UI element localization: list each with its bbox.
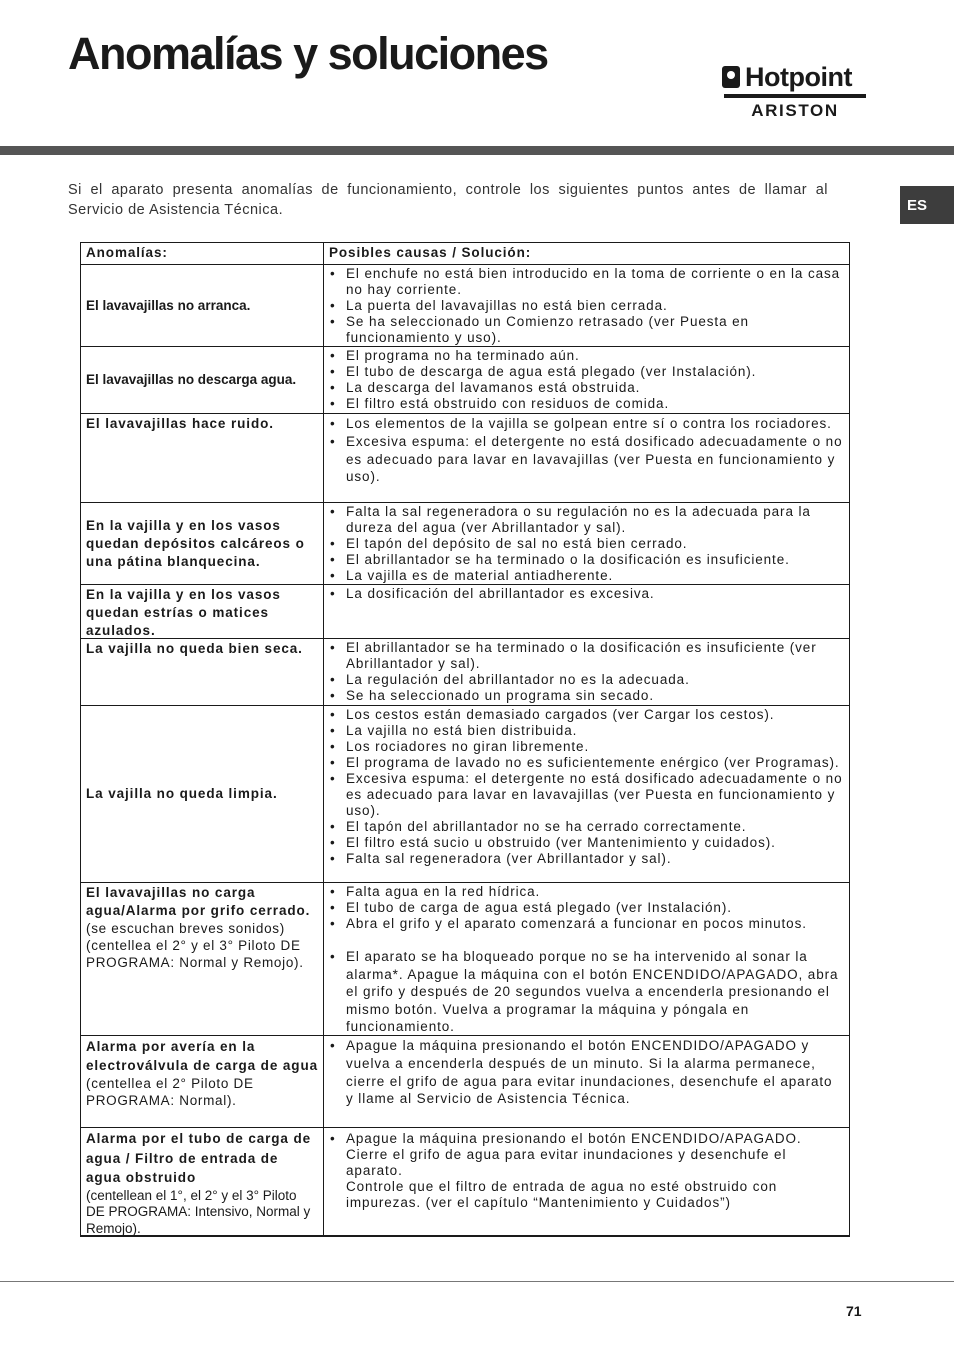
table-row [81,1127,849,1235]
anomaly-label: En la vajilla y en los vasos quedan depósitos calcáreos o una pátina blanquecina. [86,517,305,569]
intro-text: Si el aparato presenta anomalías de funcionamiento, controle los siguientes puntos antes de llamar al Servicio de Asistencia Técnica. [68,182,828,218]
cause-item: • La vajilla no está bien distribuida. [329,723,844,739]
table-row [81,638,849,705]
cause-item: • Falta la sal regeneradora o su regulación no es la adecuada para la dureza del agua (ver Abrillantador y sal). [329,504,844,536]
logo-divider [724,94,866,98]
causes-cell [324,414,849,502]
cause-item: • Falta sal regeneradora (ver Abrillantador y sal). [329,851,844,867]
anomaly-label: La vajilla no queda limpia. [86,786,278,801]
anomaly-label: Alarma por avería en la electroválvula de carga de agua [86,1039,318,1073]
header-causes: Posibles causas / Solución: [329,245,532,260]
cause-item: • Los rociadores no giran libremente. [329,739,844,755]
causes-cell [324,706,849,882]
anomaly-label: El lavavajillas no arranca. [86,297,251,313]
cause-item: • Abra el grifo y el aparato comenzará a funcionar en pocos minutos. [329,916,844,932]
cause-item: • La puerta del lavavajillas no está bien cerrada. [329,298,844,314]
language-tab: ES [900,186,954,224]
cause-item: • Se ha seleccionado un programa sin secado. [329,688,844,704]
cause-item: • La descarga del lavamanos está obstruida. [329,380,844,396]
cause-item: • El filtro está sucio u obstruido (ver Mantenimiento y cuidados). [329,835,844,851]
cause-item: • El abrillantador se ha terminado o la dosificación es insuficiente. [329,552,844,568]
anomaly-label: El lavavajillas hace ruido. [86,416,274,431]
cause-item: • Apague la máquina presionando el botón ENCENDIDO/APAGADO. Cierre el grifo de agua para evitar inundaciones y desenchufe el aparato. [329,1131,844,1179]
causes-cell [324,1128,849,1235]
anomaly-cell [81,265,324,346]
anomaly-cell [81,414,324,502]
cause-item: • Los elementos de la vajilla se golpean entre sí o contra los rociadores. [329,415,844,433]
cause-item: • La vajilla es de material antiadherente. [329,568,844,584]
anomaly-label: El lavavajillas no descarga agua. [86,372,297,387]
cause-item: • Excesiva espuma: el detergente no está dosificado adecuadamente o no es adecuado para lavar en lavavajillas (ver Puesta en funcionamiento y uso). [329,771,844,819]
cause-item: • El tapón del depósito de sal no está bien cerrado. [329,536,844,552]
cause-item: • Se ha seleccionado un Comienzo retrasado (ver Puesta en funcionamiento y uso). [329,314,844,346]
table-row [81,1035,849,1127]
header-anomalies: Anomalías: [81,243,324,264]
cause-item: • Falta agua en la red hídrica. [329,884,844,900]
anomaly-cell [81,883,324,1035]
anomaly-note: (centellean el 1°, el 2° y el 3° Piloto DE PROGRAMA: Intensivo, Normal y Remojo). [86,1187,311,1236]
table-header-row [81,243,849,264]
causes-cell [324,265,849,346]
cause-item: • El filtro está obstruido con residuos de comida. [329,396,844,412]
brand-name: Hotpoint [745,61,852,92]
anomaly-cell [81,706,324,882]
causes-cell [324,883,849,1035]
table-row [81,882,849,1035]
table-row [81,705,849,882]
anomaly-label: El lavavajillas no carga agua/Alarma por grifo cerrado. [86,885,311,918]
cause-item: • El programa no ha terminado aún. [329,348,844,364]
cause-item: • El tapón del abrillantador no se ha cerrado correctamente. [329,819,844,835]
cause-item: • El tubo de carga de agua está plegado (ver Instalación). [329,900,844,916]
cause-item: • La dosificación del abrillantador es excesiva. [329,586,844,602]
table-row [81,413,849,502]
anomaly-label: En la vajilla y en los vasos quedan estrías o matices azulados. [86,587,281,638]
cause-extra: Controle que el filtro de entrada de agua no esté obstruido con impurezas. (ver el capítulo “Mantenimiento y Cuidados”) [346,1179,778,1210]
anomaly-label: Alarma por el tubo de carga de agua / Filtro de entrada de agua obstruido [86,1131,312,1185]
anomaly-cell [81,503,324,584]
footer-rule [0,1281,954,1282]
cause-item: • El enchufe no está bien introducido en la toma de corriente o en la casa no hay corriente. [329,266,844,298]
anomaly-cell [81,639,324,705]
anomaly-note: (se escuchan breves sonidos) (centellea el 2° y el 3° Piloto DE PROGRAMA: Normal y Remojo). [86,921,304,970]
page-title: Anomalías y soluciones [68,28,548,79]
cause-item: • El tubo de descarga de agua está plegado (ver Instalación). [329,364,844,380]
anomaly-note: (centellea el 2° Piloto DE PROGRAMA: Normal). [86,1076,254,1108]
anomaly-cell [81,1128,324,1235]
cause-item: • El aparato se ha bloqueado porque no se ha intervenido al sonar la alarma*. Apague la máquina con el botón ENCENDIDO/APAGADO, abra el grifo y después de 20 segundos vuelva a encenderla presionando el mismo botón. Vuelva a programar la máquina y póngala en funcionamiento. [329,948,844,1036]
cause-item: • Excesiva espuma: el detergente no está dosificado adecuadamente o no es adecuado para lavar en lavavajillas (ver Puesta en funcionamiento y uso). [329,433,844,486]
cause-item: • Apague la máquina presionando el botón ENCENDIDO/APAGADO y vuelva a encenderla después de un minuto. Si la alarma permanece, cierre el grifo de agua para evitar inundaciones, desenchufe el aparato y llame al Servicio de Asistencia Técnica. [329,1037,844,1108]
anomaly-cell [81,1036,324,1127]
causes-cell [324,585,849,638]
cause-item: • El abrillantador se ha terminado o la dosificación es insuficiente (ver Abrillantador y sal). [329,640,844,672]
hotpoint-logo-icon [722,66,740,88]
brand-subname: ARISTON [751,101,839,120]
anomaly-cell [81,347,324,413]
causes-cell [324,347,849,413]
causes-cell [324,503,849,584]
cause-item: • El programa de lavado no es suficientemente enérgico (ver Programas). [329,755,844,771]
header-rule [0,146,954,155]
anomaly-cell [81,585,324,638]
page-number: 71 [846,1303,862,1319]
table-row [81,264,849,346]
causes-cell [324,1036,849,1127]
table-row [81,502,849,584]
table-row [81,346,849,413]
table-row [81,584,849,638]
causes-cell [324,639,849,705]
brand-logo [722,60,868,126]
cause-item: • La regulación del abrillantador no es la adecuada. [329,672,844,688]
anomaly-label: La vajilla no queda bien seca. [86,641,303,656]
troubleshooting-table [80,242,850,1237]
cause-item: • Los cestos están demasiado cargados (ver Cargar los cestos). [329,707,844,723]
